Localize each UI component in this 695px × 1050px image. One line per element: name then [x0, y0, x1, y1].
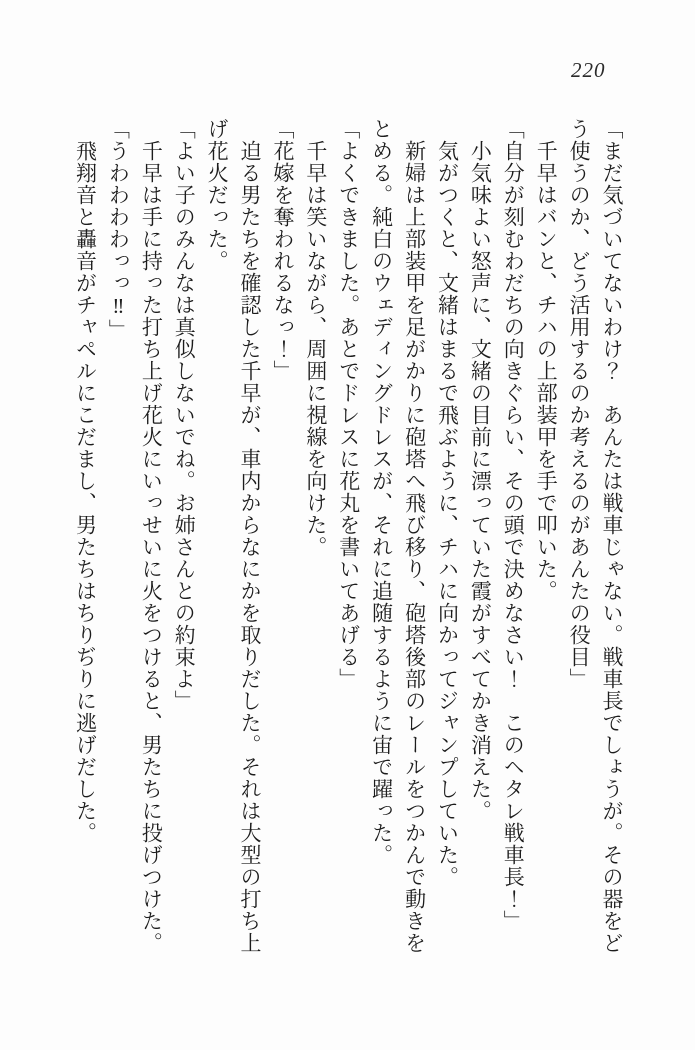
text-line: 「よくできました。あとでドレスに花丸を書いてあげる」: [336, 118, 361, 690]
text-line: 「うわわわわっっ‼」: [106, 118, 131, 341]
text-line: 千早は笑いながら、周囲に視線を向けた。: [303, 118, 328, 558]
text-line: げ花火だった。: [205, 118, 230, 272]
text-line: 飛翔音と轟音がチャペルにこだまし、男たちはちりぢりに逃げだした。: [73, 118, 98, 844]
text-line: 気がつくと、文緒はまるで飛ぶように、チハに向かってジャンプしていた。: [435, 118, 460, 888]
text-line: 千早はバンと、チハの上部装甲を手で叩いた。: [534, 118, 559, 602]
text-line: 「まだ気づいてないわけ？ あんたは戦車じゃない。戦車長でしょうが。その器をど: [600, 118, 624, 954]
text-line: 迫る男たちを確認した千早が、車内からなにかを取りだした。それは大型の打ち上: [238, 118, 263, 954]
novel-text-block: [68, 118, 628, 960]
text-line: とめる。純白のウェディングドレスが、それに追随するように宙で躍った。: [369, 118, 394, 866]
text-line: う使うのか、どう活用するのか考えるのがあんたの役目」: [567, 118, 592, 690]
text-line: 千早は手に持った打ち上げ花火にいっせいに火をつけると、男たちに投げつけた。: [139, 118, 164, 954]
text-line: 「花嫁を奪われるなっ！」: [270, 118, 295, 382]
text-line: 小気味よい怒声に、文緒の目前に漂っていた霞がすべてかき消えた。: [468, 118, 493, 822]
text-line: 「自分が刻むわだちの向きぐらい、その頭で決めなさい！ このヘタレ戦車長！」: [501, 118, 526, 932]
text-line: 新婦は上部装甲を足がかりに砲塔へ飛び移り、砲塔後部のレールをつかんで動きを: [402, 118, 427, 954]
page-number: 220: [571, 58, 606, 82]
text-line: 「よい子のみんなは真似しないでね。お姉さんとの約束よ」: [172, 118, 197, 712]
